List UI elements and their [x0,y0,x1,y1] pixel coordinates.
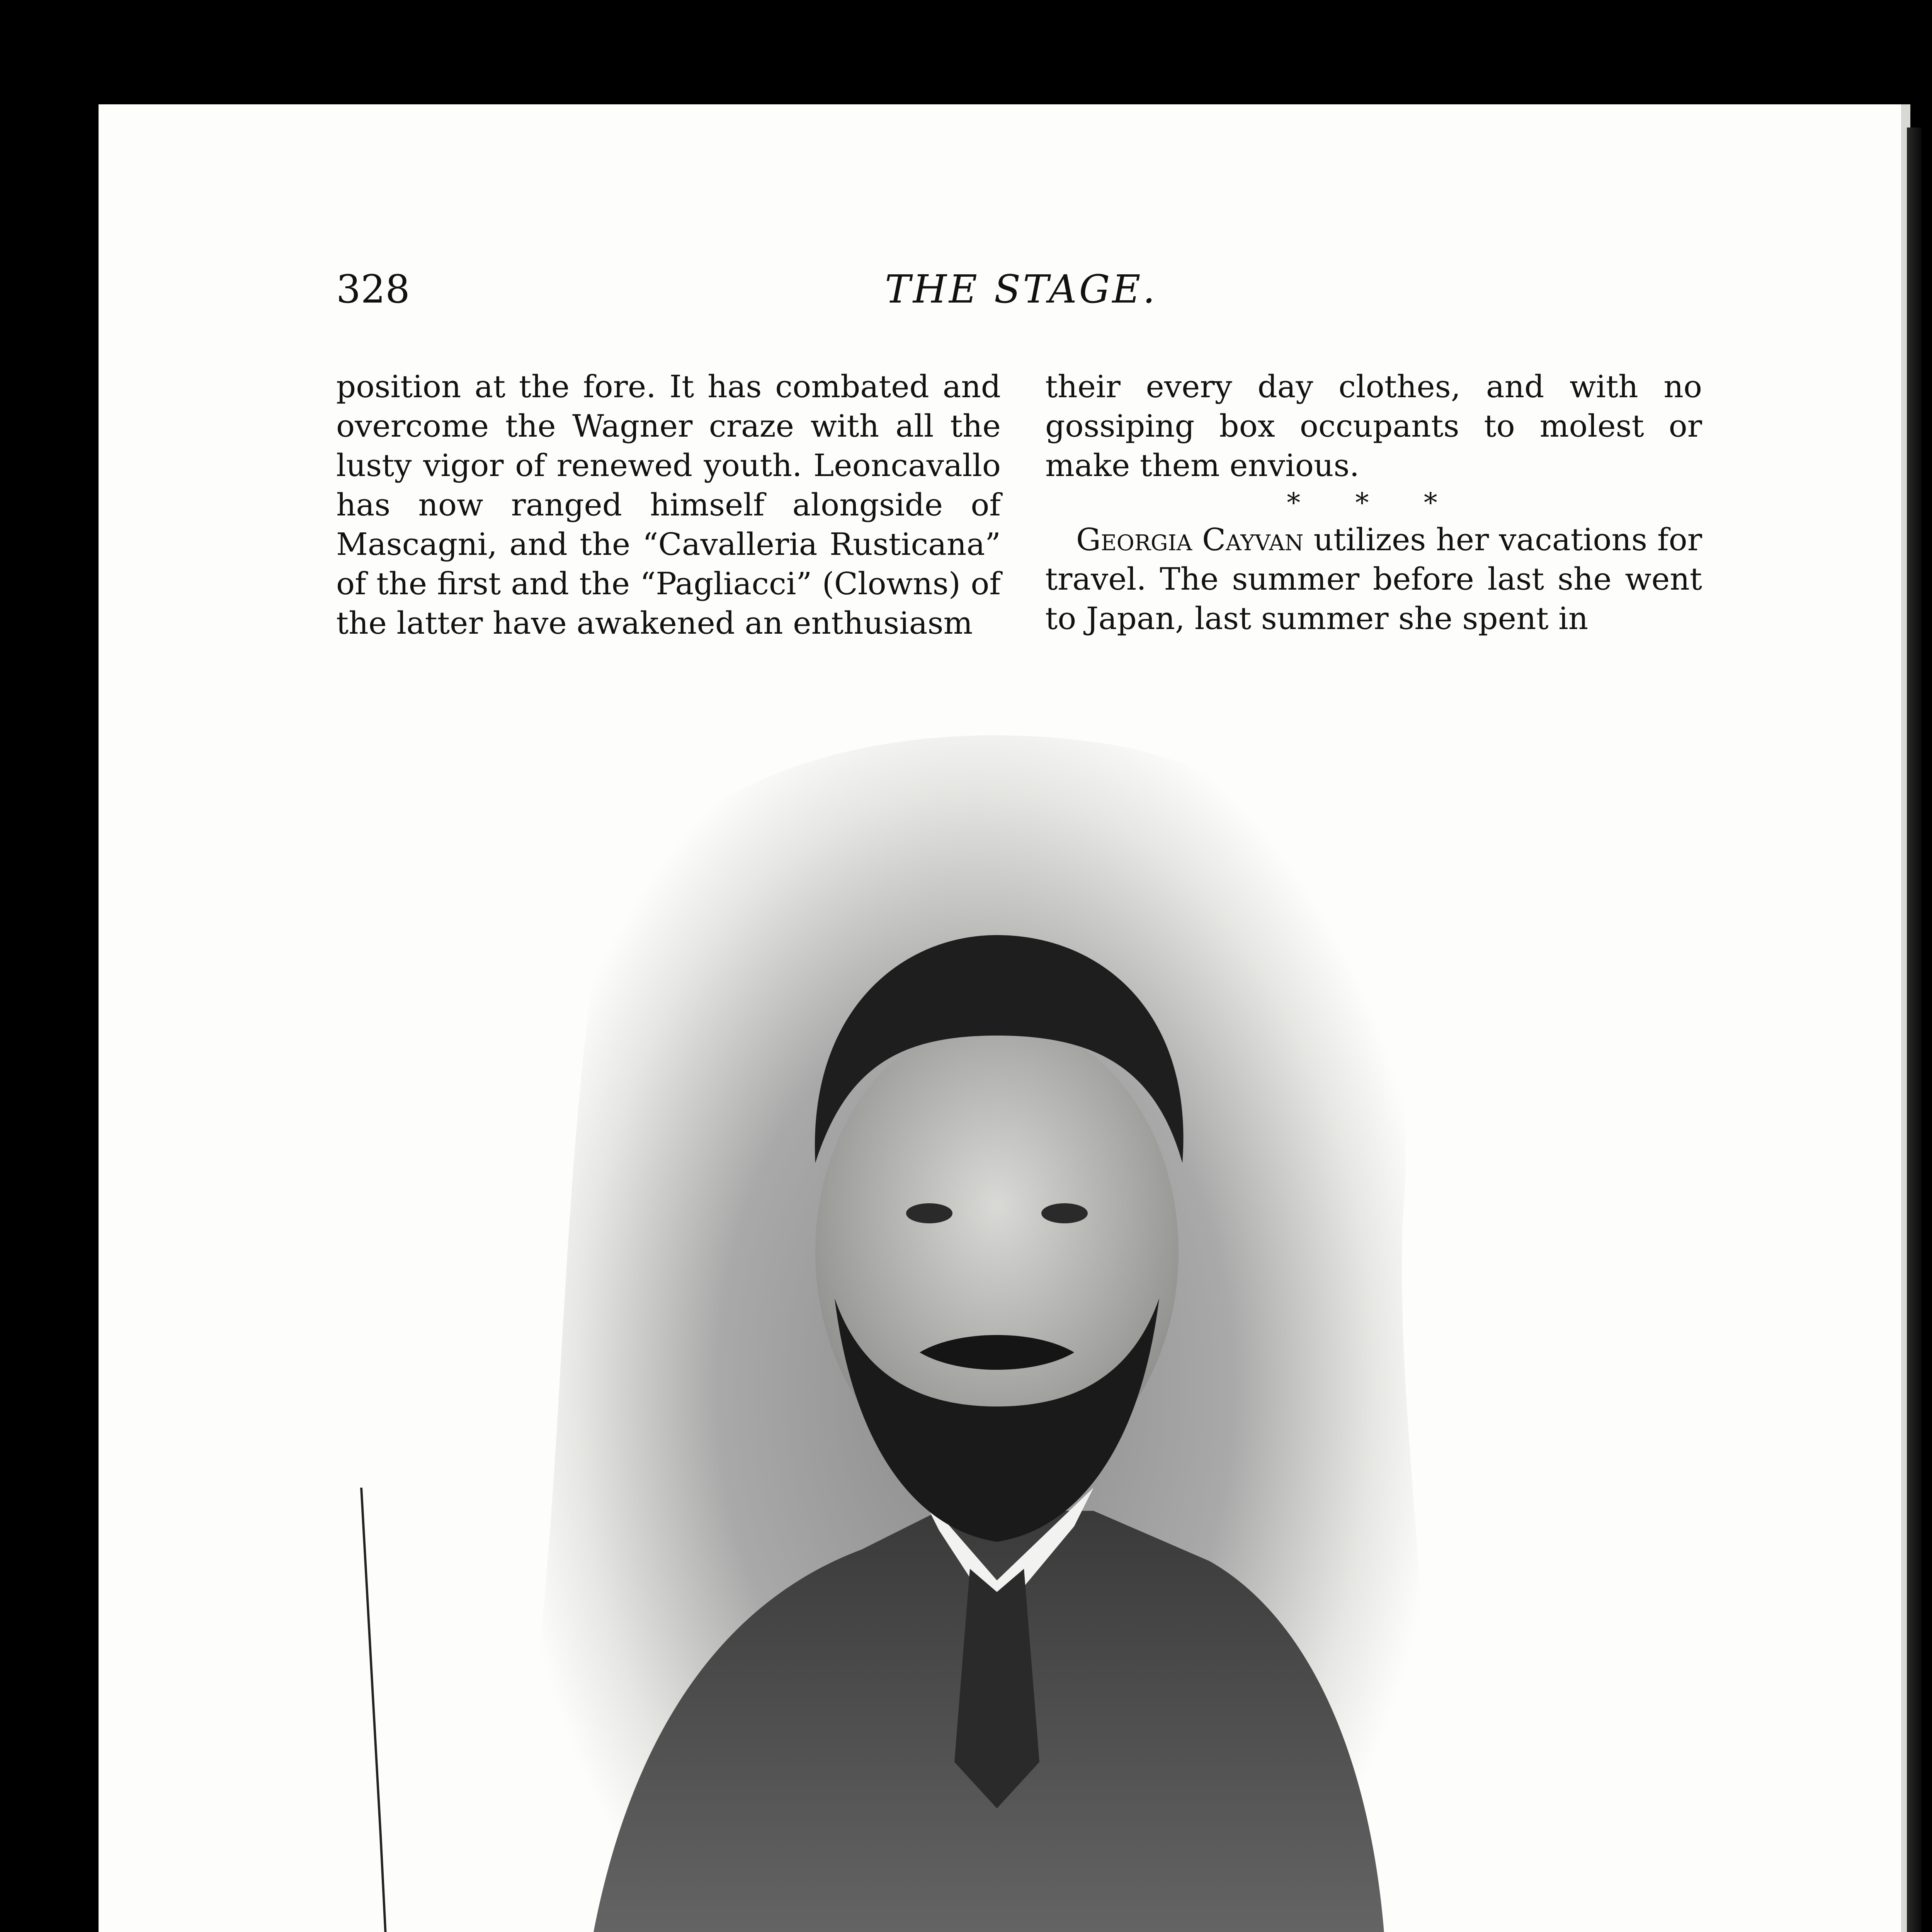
running-title: THE STAGE. [885,267,1158,312]
page-number: 328 [336,267,410,312]
text-column-top-left [336,367,1001,643]
left-eye [906,1203,952,1223]
paragraph [1045,520,1702,638]
necktie [954,1569,1039,1808]
portrait-photograph [514,719,1457,1932]
section-divider-stars: * * * [1287,487,1461,519]
book-spine-edge [1907,128,1922,1932]
paragraph-text: utilizes her vacations for travel. The summer before last she went to Japan, last summer she spent in [1045,522,1702,636]
text-column-top-right [1045,367,1702,638]
paragraph: their every day clothes, and with no gossiping box occupants to molest or make them envious. [1045,369,1702,483]
right-eye [1041,1203,1088,1223]
paragraph: position at the fore. It has combated and overcome the Wagner craze with all the lusty vigor of renewed youth. Leoncavallo has now ranged himself alongside of Mascagni, and the “Cavalleria Rusticana” of the first and the “Pagliacci” (Clowns) of the latter have awakened an enthusiasm [336,369,1001,641]
person-name: Georgia Cayvan [1076,522,1304,558]
margin-pencil-line [357,1488,435,1932]
